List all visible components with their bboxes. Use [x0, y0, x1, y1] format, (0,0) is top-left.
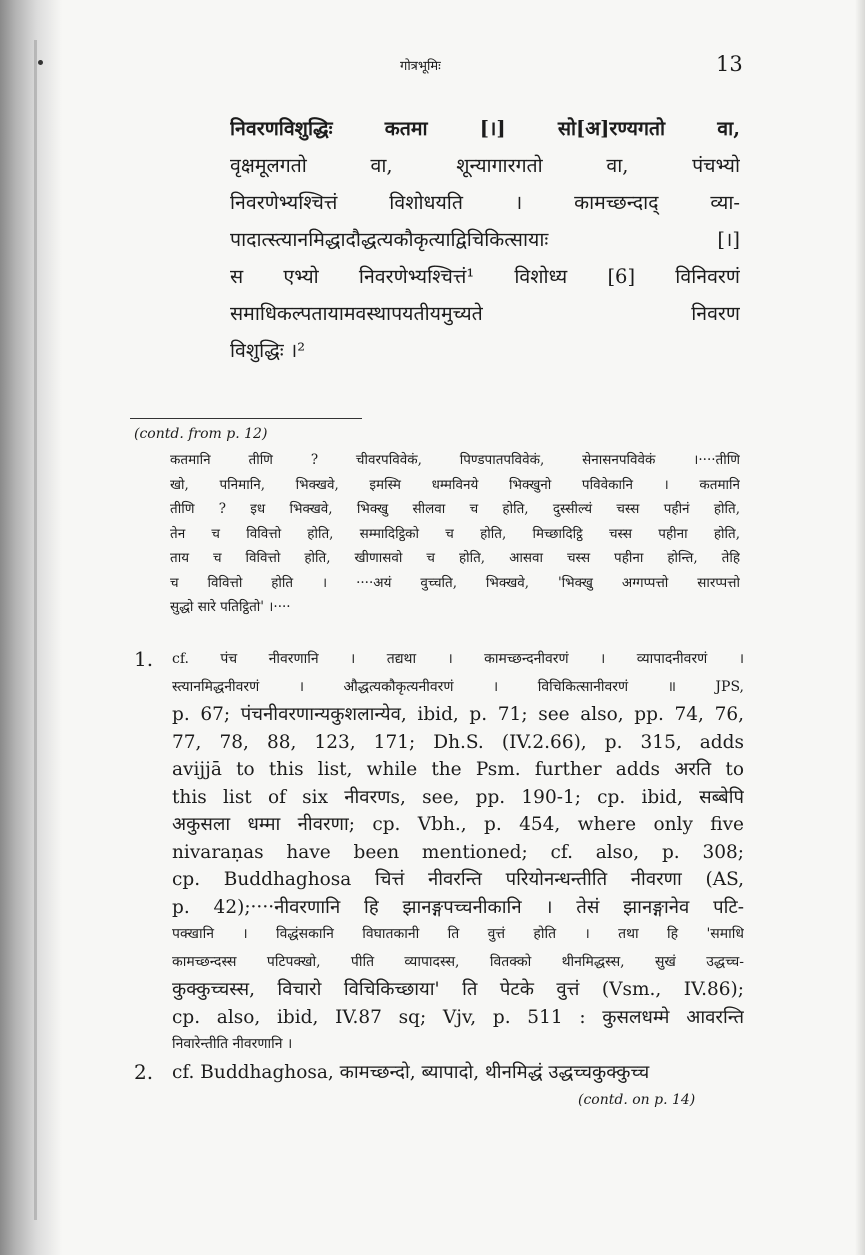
footnote-line: पक्खानि । विद्धंसकानि विघातकानी ति वुत्तं होति । तथा हि 'समाधि	[172, 926, 744, 942]
footnote-line: avijjā to this list, while the Psm. further adds अरति to	[172, 759, 744, 780]
footnote-number: 2.	[134, 1059, 154, 1084]
footnote-line: p. 67; पंचनीवरणान्यकुशलान्येव, ibid, p. 71; see also, pp. 74, 76,	[172, 704, 744, 725]
footnote-line: p. 42);····नीवरणानि हि झानङ्गपच्चनीकानि । तेसं झानङ्गानेव पटि-	[172, 896, 744, 918]
contd-from-label: (contd. from p. 12)	[134, 426, 268, 442]
footnote-line: कुक्कुच्चस्स, विचारो विचिकिच्छाया' ति पेटके वुत्तं (Vsm., IV.86);	[172, 979, 744, 1000]
footnote-rule	[130, 418, 362, 419]
footnote-line: cf. पंच नीवरणानि । तद्यथा । कामच्छन्दनीवरणं । व्यापादनीवरणं ।	[172, 651, 744, 667]
footnote-line: 77, 78, 88, 123, 171; Dh.S. (IV.2.66), p. 315, adds	[172, 731, 744, 753]
footnote-line: कतमानि तीणि ? चीवरपविवेकं, पिण्डपातपविवेकं, सेनासनपविवेकं ।····तीणि	[170, 452, 740, 468]
main-text-line: विशुद्धिः ।²	[230, 339, 306, 362]
main-text-line: निवरणेभ्यश्चित्तं विशोधयति । कामच्छन्दाद् व्या-	[230, 191, 740, 214]
main-text-line: वृक्षमूलगतो वा, शून्यागारगतो वा, पंचभ्यो	[230, 154, 740, 177]
binding-streak	[34, 40, 37, 1220]
footnote-2	[134, 1059, 744, 1087]
page-number: 13	[716, 52, 743, 76]
footnote-line: cp. Buddhaghosa चित्तं नीवरन्ति परियोनन्धन्तीति नीवरणा (AS,	[172, 869, 744, 890]
footnote-number: 1.	[134, 647, 154, 671]
footnotes	[134, 646, 744, 1086]
running-head	[0, 52, 865, 76]
footnote-line: अकुसला धम्मा नीवरणा; cp. Vbh., p. 454, where only five	[172, 814, 744, 835]
main-text	[230, 110, 740, 369]
footnote-1	[134, 646, 744, 1059]
footnote-line: कामच्छन्दस्स पटिपक्खो, पीति व्यापादस्स, वितक्को थीनमिद्धस्स, सुखं उद्धच्च-	[172, 953, 744, 970]
main-text-line: निवरणविशुद्धिः कतमा [।] सो[अ]रण्यगतो वा,	[230, 117, 740, 140]
main-text-line: स एभ्यो निवरणेभ्यश्चित्तं¹ विशोध्य [6] विनिवरणं	[230, 265, 740, 288]
footnote-line: स्त्यानमिद्धनीवरणं । औद्धत्यकौकृत्यनीवरणं । विचिकित्सानीवरणं ॥ JPS,	[172, 678, 744, 695]
footnote-line: खो, पनिमानि, भिक्खवे, इमस्मि धम्मविनये भिक्खुनो पविवेकानि । कतमानि	[170, 476, 740, 493]
running-title: गोत्रभूमिः	[400, 59, 441, 74]
binding-shadow	[0, 0, 62, 1255]
footnote-line: निवारेन्तीति नीवरणानि ।	[172, 1036, 293, 1052]
footnote-line: nivaraṇas have been mentioned; cf. also, p. 308;	[172, 841, 744, 863]
footnote-line: तेन च विवित्तो होति, सम्मादिट्ठिको च होति, मिच्छादिट्ठि चस्स पहीना होति,	[170, 525, 740, 542]
footnote-line: तीणि ? इध भिक्खवे, भिक्खु सीलवा च होति, दुस्सील्यं चस्स पहीनं होति,	[170, 501, 740, 517]
continued-footnote	[170, 448, 740, 620]
footnote-line: ताय च विवित्तो होति, खीणासवो च होति, आसवा चस्स पहीना होन्ति, तेहि	[170, 550, 740, 566]
footnote-line: cp. also, ibid, IV.87 sq; Vjv, p. 511 : कुसलधम्मे आवरन्ति	[172, 1006, 744, 1028]
main-text-line: समाधिकल्पतायामवस्थापयतीयमुच्यते निवरण	[230, 302, 740, 325]
footnote-line: cf. Buddhaghosa, कामच्छन्दो, ब्यापादो, थीनमिद्धं उद्धच्चकुक्कुच्च	[172, 1061, 650, 1083]
footnote-line: this list of six नीवरणs, see, pp. 190-1; cp. ibid, सब्बेपि	[172, 786, 744, 808]
main-text-line: पादात्स्त्यानमिद्धादौद्धत्यकौकृत्याद्विचिकित्सायाः [।]	[230, 228, 740, 251]
contd-on-label: (contd. on p. 14)	[578, 1092, 696, 1108]
footnote-line: च विवित्तो होति । ····अयं वुच्चति, भिक्खवे, 'भिक्खु अग्गप्पत्तो सारप्पत्तो	[170, 574, 740, 591]
page-edge-shadow	[855, 0, 865, 1255]
footnote-line: सुद्धो सारे पतिट्ठितो' ।····	[170, 599, 291, 615]
